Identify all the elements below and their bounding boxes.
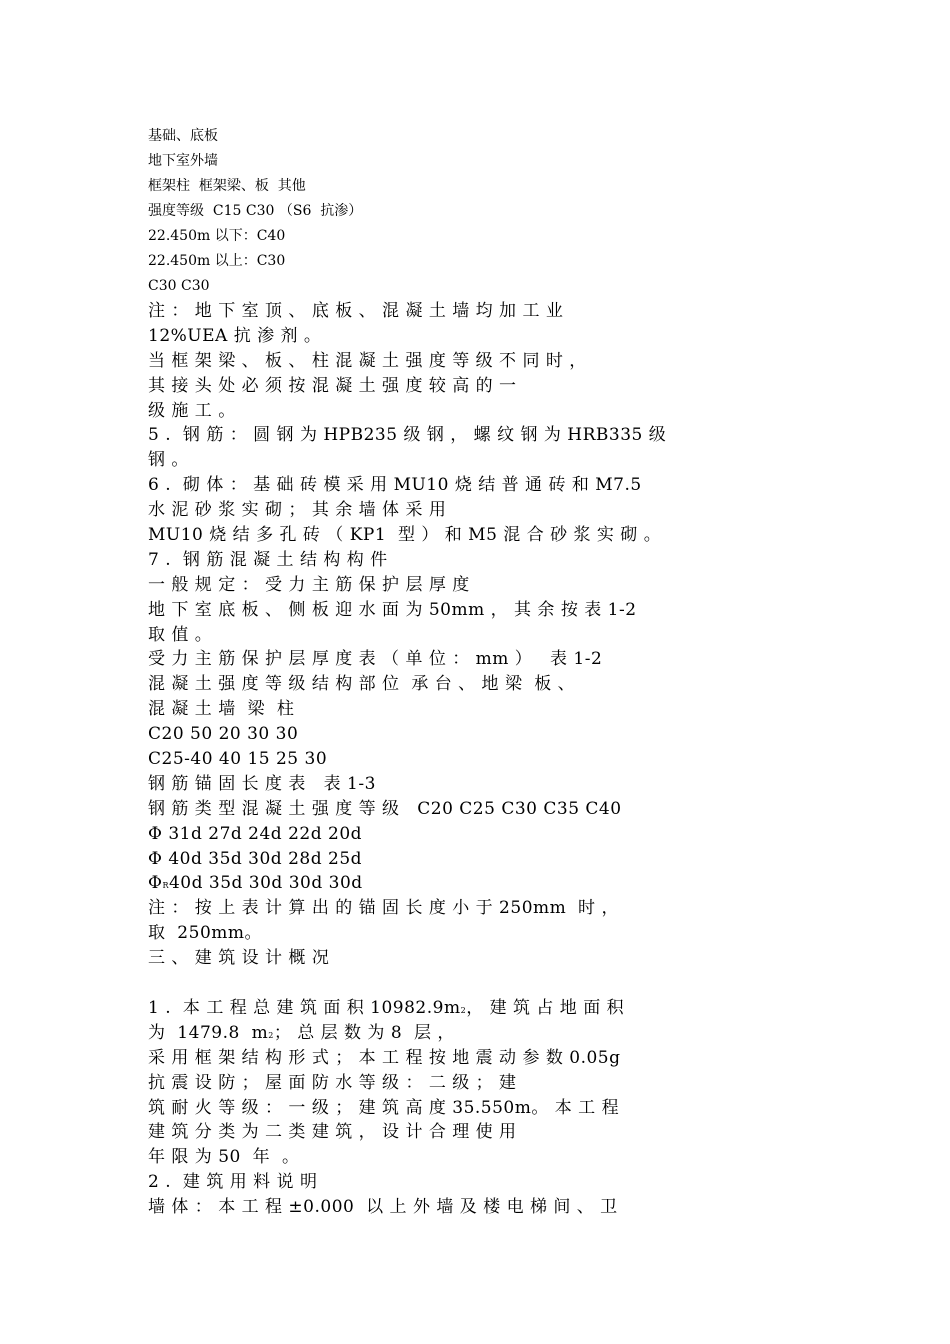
header-line: 地下室外墙	[148, 153, 218, 169]
area-text: ； 总 层 数 为 8 层 ，	[273, 1022, 455, 1043]
header-line: 22.450m 以上：C30	[148, 253, 286, 269]
text-line: MU10 烧 结 多 孔 砖 （ KP1 型 ） 和 M5 混 合 砂 浆 实 砌 。	[148, 525, 662, 546]
area-text: ， 建 筑 占 地 面 积	[466, 997, 625, 1018]
header-line: 框架柱 框架梁、板 其他	[148, 178, 306, 194]
text-line: 年 限 为 50 年 。	[148, 1147, 300, 1168]
text-line: C25-40 40 15 25 30	[148, 749, 328, 770]
text-line: 筑 耐 火 等 级 ： 一 级 ； 建 筑 高 度 35.550m。 本 工 程	[148, 1097, 620, 1118]
text-line: 一 般 规 定 ： 受 力 主 筋 保 护 层 厚 度	[148, 574, 470, 595]
text-line: Φ 31d 27d 24d 22d 20d	[148, 823, 363, 844]
area-line	[148, 996, 828, 1021]
text-line: 取 值 。	[148, 624, 213, 645]
text-line: C20 50 20 30 30	[148, 724, 299, 745]
text-line: 钢 筋 类 型 混 凝 土 强 度 等 级 C20 C25 C30 C35 C40	[148, 798, 622, 819]
text-line: 注 ： 按 上 表 计 算 出 的 锚 固 长 度 小 于 250mm 时 ，	[148, 898, 619, 919]
header-line: 强度等级 C15 C30 （S6 抗渗）	[148, 203, 363, 219]
text-line: 5 . 钢 筋 ： 圆 钢 为 HPB235 级 钢 ， 螺 纹 钢 为 HRB335 级	[148, 425, 667, 446]
text-line: 采 用 框 架 结 构 形 式 ； 本 工 程 按 地 震 动 参 数 0.05g	[148, 1047, 621, 1068]
text-line: 地 下 室 底 板 、 侧 板 迎 水 面 为 50mm ， 其 余 按 表 1-2	[148, 599, 637, 620]
area-text: 1 . 本 工 程 总 建 筑 面 积 10982.9m	[148, 997, 461, 1018]
text-line: 混 凝 土 墙 梁 柱	[148, 699, 295, 720]
area-text: 为 1479.8 m	[148, 1022, 269, 1043]
text-line: 注 ： 地 下 室 顶 、 底 板 、 混 凝 土 墙 均 加 工 业	[148, 301, 564, 321]
text-line: 取 250mm。	[148, 923, 262, 944]
header-line: 22.450m 以下：C40	[148, 228, 286, 244]
text-line: 级 施 工 。	[148, 400, 236, 421]
area-subscript: 2	[268, 1030, 274, 1040]
text-line: 当 框 架 梁 、 板 、 柱 混 凝 土 强 度 等 级 不 同 时 ，	[148, 350, 587, 371]
text-line: 钢 。	[148, 450, 189, 471]
text-line: 其 接 头 处 必 须 按 混 凝 土 强 度 较 高 的 一	[148, 375, 517, 396]
blank-line	[148, 971, 828, 996]
text-line: 12%UEA 抗 渗 剂 。	[148, 325, 322, 346]
text-line: 抗 震 设 防 ； 屋 面 防 水 等 级 ： 二 级 ； 建	[148, 1072, 517, 1093]
phi-r-line	[148, 871, 828, 896]
phi-values: 40d 35d 30d 30d 30d	[168, 873, 363, 894]
text-line: 受 力 主 筋 保 护 层 厚 度 表 （ 单 位 ： mm ） 表 1-2	[148, 649, 603, 670]
text-line: Φ 40d 35d 30d 28d 25d	[148, 848, 363, 869]
header-line: 基础、底板	[148, 128, 218, 144]
text-line: 7 . 钢 筋 混 凝 土 结 构 构 件	[148, 549, 388, 570]
text-line: 2 . 建 筑 用 料 说 明	[148, 1172, 318, 1193]
text-line: 混 凝 土 强 度 等 级 结 构 部 位 承 台 、 地 梁 板 、	[148, 674, 576, 695]
header-line: C30 C30	[148, 278, 210, 294]
text-line: 建 筑 分 类 为 二 类 建 筑 ， 设 计 合 理 使 用	[148, 1122, 517, 1143]
text-line: 6 . 砌 体 ： 基 础 砖 模 采 用 MU10 烧 结 普 通 砖 和 M7.5	[148, 475, 642, 496]
text-line: 水 泥 砂 浆 实 砌 ； 其 余 墙 体 采 用	[148, 500, 447, 521]
document-page	[148, 124, 828, 1220]
phi-subscript: R	[162, 881, 169, 891]
text-line: 钢 筋 锚 固 长 度 表 表 1-3	[148, 773, 376, 794]
phi-symbol: Φ	[148, 873, 163, 894]
text-line: 墙 体 ： 本 工 程 ±0.000 以 上 外 墙 及 楼 电 梯 间 、 卫	[148, 1197, 618, 1218]
area-subscript: 2	[460, 1005, 467, 1015]
area-line	[148, 1021, 828, 1046]
section-heading: 三 、 建 筑 设 计 概 况	[148, 948, 330, 969]
